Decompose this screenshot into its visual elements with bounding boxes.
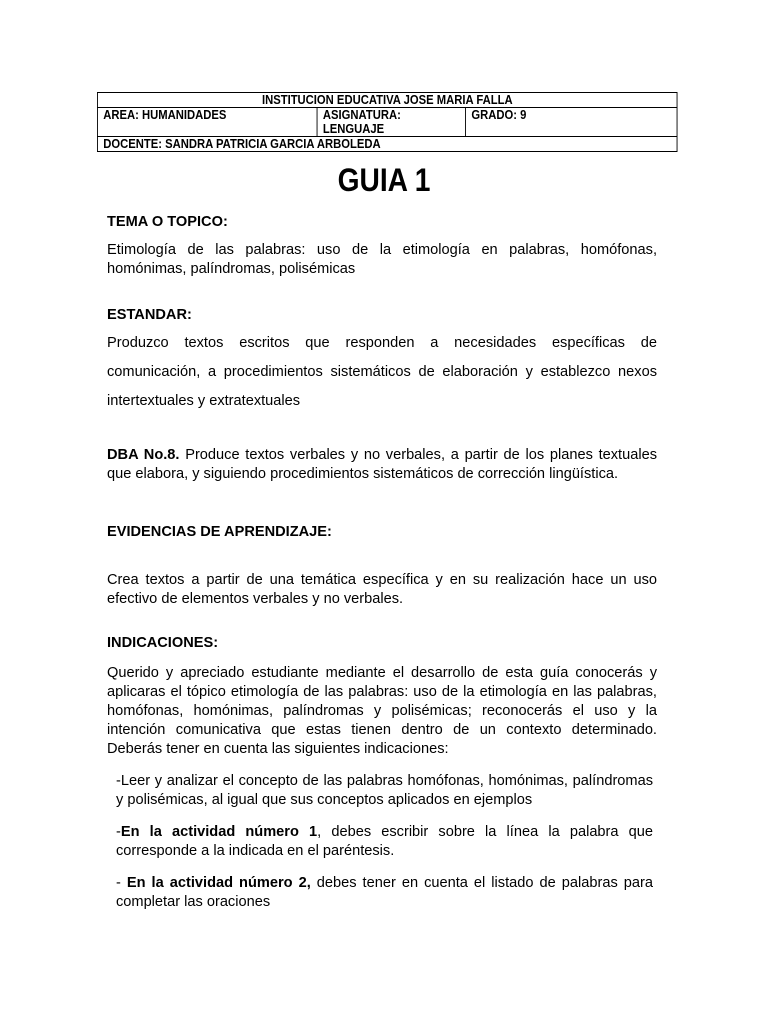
item-prefix: - [116,875,127,891]
dba-label: DBA No.8. [107,447,180,463]
item-bold: En la actividad número 1 [120,824,318,840]
indicaciones-heading: INDICACIONES: [107,635,219,651]
header-table [97,92,678,152]
area-cell: AREA: HUMANIDADES [97,108,317,137]
grado-cell: GRADO: 9 [466,108,678,137]
indicacion-item-1: -Leer y analizar el concepto de las palabras homófonas, homónimas, palíndromas y polisémicas, al igual que sus conceptos aplicados en ejemplos [116,773,653,808]
institution-name: INSTITUCION EDUCATIVA JOSE MARIA FALLA [97,93,677,108]
asignatura-cell: ASIGNATURA: LENGUAJE [317,108,466,137]
page-title: GUIA 1 [337,162,431,198]
item-prefix: - [116,824,121,840]
tema-heading: TEMA O TOPICO: [107,214,228,230]
evidencias-heading: EVIDENCIAS DE APRENDIZAJE: [107,524,332,540]
indicacion-item-2 [116,823,653,861]
tema-text: Etimología de las palabras: uso de la etimología en palabras, homófonas, homónimas, palíndromas, polisémicas [107,242,657,277]
dba-paragraph [107,446,657,484]
item-text: , debes escribir sobre la línea la palabra que corresponde a la indicada en el paréntesis. [116,824,654,859]
evidencias-text: Crea textos a partir de una temática específica y en su realización hace un uso efectivo de elementos verbales y no verbales. [107,572,657,607]
indicaciones-intro: Querido y apreciado estudiante mediante el desarrollo de esta guía conocerás y aplicaras el tópico etimología de las palabras: uso de la etimología en las palabras, homófonas, homónimas, palíndromas y polisémicas; reconocerás el uso y la intención comunicativa que estas tienen dentro de un contexto determinado. Deberás tener en cuenta las siguientes indicaciones: [107,665,657,757]
indicacion-item-3 [116,874,653,912]
dba-text: Produce textos verbales y no verbales, a partir de los planes textuales que elabora, y siguiendo procedimientos sistemáticos de corrección lingüística. [107,447,657,482]
estandar-heading: ESTANDAR: [107,307,192,323]
docente-cell: DOCENTE: SANDRA PATRICIA GARCIA ARBOLEDA [97,137,677,152]
item-bold: En la actividad número 2, [126,875,311,891]
estandar-text: Produzco textos escritos que responden a necesidades específicas de comunicación, a procedimientos sistemáticos de elaboración y establezco nexos intertextuales y extratextuales [107,335,657,409]
item-text: debes tener en cuenta el listado de palabras para completar las oraciones [116,875,653,910]
